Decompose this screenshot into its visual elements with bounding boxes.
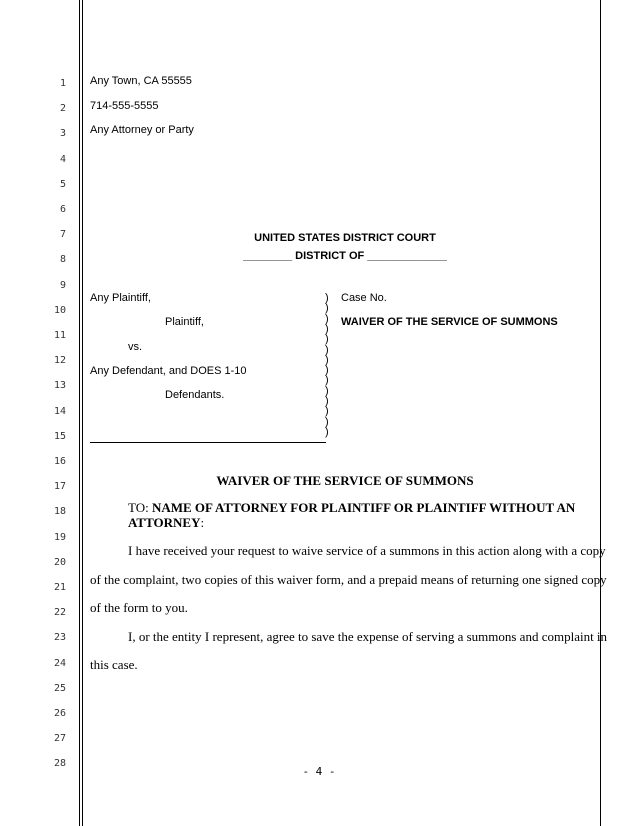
addressee-name: NAME OF ATTORNEY FOR PLAINTIFF OR PLAINTIFF WITHOUT AN: [151, 500, 576, 515]
line-number: 7: [59, 229, 66, 241]
attorney-phone: 714-555-5555: [90, 100, 159, 112]
line-number: 26: [53, 708, 66, 719]
caption-bottom-rule: [90, 442, 326, 443]
line-number: 23: [53, 632, 66, 644]
paragraph-1-line-1: I have received your request to waive service of a summons in this action along with a copy: [128, 543, 606, 558]
paragraph-1-line-2: of the complaint, two copies of this waiver form, and a prepaid means of returning one signed copy: [90, 572, 607, 587]
caption-paren: ): [325, 333, 329, 346]
line-number: 25: [53, 682, 66, 694]
caption-paren: ): [325, 374, 329, 387]
caption-paren: ): [325, 292, 329, 304]
line-number: 14: [53, 405, 66, 417]
attorney-address: Any Town, CA 55555: [90, 75, 192, 87]
caption-paren: ): [325, 364, 329, 377]
document-title: WAIVER OF THE SERVICE OF SUMMONS: [341, 316, 558, 328]
line-number: 22: [53, 607, 66, 619]
right-margin-line: [600, 0, 601, 826]
attorney-name: Any Attorney or Party: [90, 124, 194, 136]
plaintiff-name: Any Plaintiff,: [90, 292, 151, 304]
addressee-label: TO:: [128, 500, 152, 515]
line-number: 27: [53, 733, 66, 745]
court-district: ________ DISTRICT OF _____________: [243, 250, 447, 262]
defendant-role: Defendants.: [165, 389, 225, 401]
caption-paren: ): [325, 302, 329, 315]
case-number-label: Case No.: [341, 292, 387, 304]
versus-label: vs.: [128, 341, 143, 353]
line-number: 24: [53, 657, 66, 669]
addressee-colon: :: [200, 515, 205, 530]
caption-paren: ): [325, 415, 329, 428]
left-margin-line-outer: [79, 0, 80, 826]
line-number: 17: [53, 481, 66, 493]
defendant-name: Any Defendant, and DOES 1-10: [90, 365, 247, 377]
line-number: 10: [53, 304, 66, 316]
line-number: 13: [53, 380, 66, 392]
caption-paren: ): [325, 384, 329, 397]
line-number: 16: [53, 456, 66, 467]
line-number: 28: [53, 758, 66, 770]
court-name: UNITED STATES DISTRICT COURT: [254, 232, 436, 244]
line-number: 19: [53, 531, 66, 543]
line-number: 2: [59, 103, 66, 115]
caption-paren: ): [325, 353, 329, 366]
line-number: 21: [53, 582, 66, 593]
line-number: 15: [53, 430, 66, 442]
left-margin-line-inner: [82, 0, 83, 826]
line-number: 18: [53, 506, 66, 518]
line-number: 11: [53, 330, 66, 341]
caption-paren: ): [325, 425, 329, 438]
caption-paren: ): [325, 322, 329, 335]
paragraph-1-line-3: of the form to you.: [90, 600, 188, 615]
paragraph-2-line-1: I, or the entity I represent, agree to save the expense of serving a summons and complaint in: [128, 629, 608, 644]
page-number: - 4 -: [302, 765, 336, 778]
paragraph-2-line-2: this case.: [90, 657, 138, 672]
caption-paren: ): [325, 405, 329, 418]
line-number: 3: [59, 128, 66, 140]
line-number: 5: [59, 178, 66, 190]
plaintiff-role: Plaintiff,: [165, 316, 204, 328]
line-number: 20: [53, 556, 66, 568]
addressee-line-2: [128, 515, 204, 531]
line-number: 8: [59, 254, 66, 266]
addressee-line-1: [128, 500, 575, 516]
line-number: 1: [59, 78, 66, 89]
body-heading: WAIVER OF THE SERVICE OF SUMMONS: [216, 473, 474, 488]
caption-paren: ): [325, 343, 329, 356]
line-number: 9: [59, 279, 66, 291]
line-number: 6: [59, 204, 66, 215]
caption-paren: ): [325, 395, 329, 407]
addressee-name-cont: ATTORNEY: [128, 515, 201, 530]
line-number: 12: [53, 355, 66, 367]
caption-paren: ): [325, 312, 329, 325]
line-number: 4: [59, 153, 66, 165]
